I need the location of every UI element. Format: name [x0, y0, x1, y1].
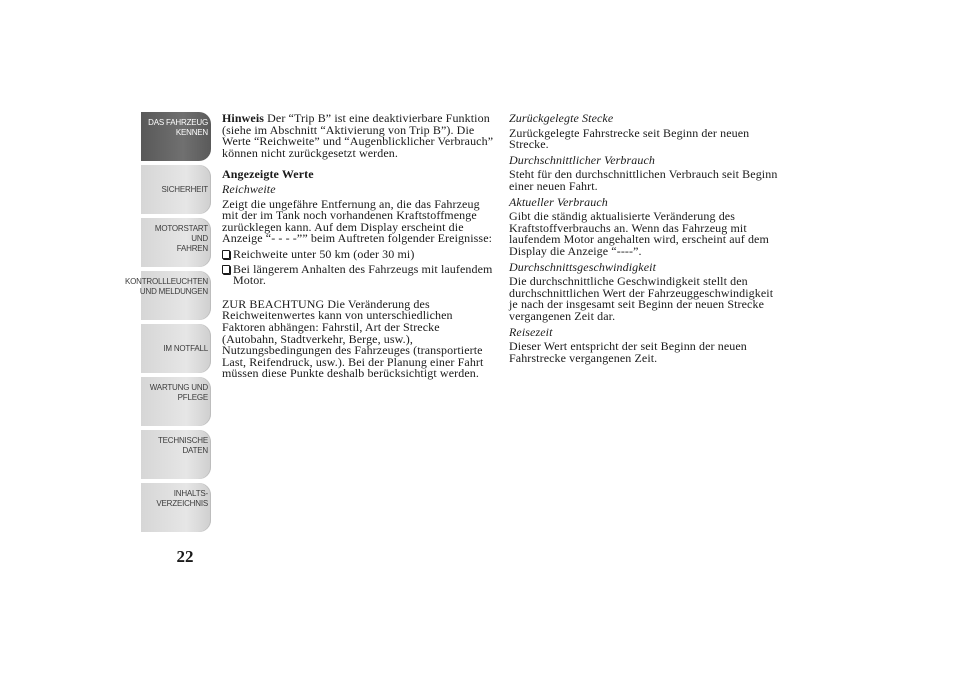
- tab-technische-daten[interactable]: [141, 430, 211, 479]
- item-text-current-consumption: Gibt die ständig aktualisierte Veränderung des Kraftstoffverbrauchs an. Wenn das Fahrzeug mit laufendem Motor angehalten wird, erscheint auf dem Display die Anzeige “----”.: [509, 209, 769, 258]
- range-text: Zeigt die ungefähre Entfernung an, die das Fahrzeug mit der im Tank noch vorhandenen Kraftstoffmenge zurücklegen kann. Auf dem Display erscheint die Anzeige “- - - -”” beim Auftreten folgender Ereignisse:: [222, 196, 493, 246]
- tab-label: MOTORSTART UND FAHREN: [154, 224, 208, 253]
- hint-paragraph: [222, 113, 494, 159]
- bullet-text: Bei längerem Anhalten des Fahrzeugs mit laufendem Motor.: [233, 261, 493, 288]
- item-label-avg-consumption: Durchschnittlicher Verbrauch: [509, 152, 655, 167]
- page-number: 22: [176, 547, 194, 566]
- bullet-item: [222, 246, 494, 261]
- item-label-travel-time: Reisezeit: [509, 324, 553, 339]
- checkbox-bullet-icon: [222, 265, 230, 274]
- tab-motorstart-und-fahren[interactable]: [141, 218, 211, 267]
- item-text-distance: Zurückgelegte Fahrstrecke seit Beginn der neuen Strecke.: [509, 125, 750, 152]
- tab-label: TECHNISCHE DATEN: [157, 436, 208, 455]
- item-label-avg-speed: Durchschnittsgeschwindigkeit: [509, 259, 656, 274]
- tab-inhaltsverzeichnis[interactable]: [141, 483, 211, 532]
- item-label-current-consumption: Aktueller Verbrauch: [509, 194, 608, 209]
- tab-im-notfall[interactable]: [141, 324, 211, 373]
- chapter-tabs: [124, 112, 211, 536]
- tab-label: SICHERHEIT: [161, 184, 208, 194]
- tab-label: KONTROLLLEUCHTEN UND MELDUNGEN: [124, 277, 208, 296]
- hint-text: Der “Trip B” ist eine deaktivierbare Funktion (siehe im Abschnitt “Aktivierung von Trip B”). Die Werte “Reichweite” und “Augenblicklicher Verbrauch” können nicht zurückgesetzt werden.: [222, 111, 494, 160]
- tab-das-fahrzeug-kennen[interactable]: [141, 112, 211, 161]
- tab-label: WARTUNG UND PFLEGE: [149, 383, 208, 402]
- left-column: [222, 113, 494, 384]
- note-paragraph: ZUR BEACHTUNG Die Veränderung des Reichweitenwertes kann von unterschiedlichen Faktoren abhängen: Fahrstil, Art der Strecke (Autobahn, Stadtverkehr, Berge, usw.), Nutzungsbedingungen des Fahrzeuges (transportierte Last, Reifendruck, usw.). Bei der Planung einer Fahrt müssen diese Punkte deshalb berücksichtigt werden.: [222, 296, 484, 381]
- checkbox-bullet-icon: [222, 250, 230, 259]
- bullet-text: Reichweite unter 50 km (oder 30 mi): [233, 246, 415, 261]
- tab-kontrollleuchten[interactable]: [124, 271, 211, 320]
- item-label-distance: Zurückgelegte Stecke: [509, 111, 614, 125]
- item-text-avg-consumption: Steht für den durchschnittlichen Verbrauch seit Beginn einer neuen Fahrt.: [509, 167, 778, 193]
- tab-wartung-und-pflege[interactable]: [141, 377, 211, 426]
- section-heading: Angezeigte Werte: [222, 167, 314, 182]
- range-label: Reichweite: [222, 181, 276, 196]
- bullet-item: [222, 261, 494, 288]
- right-column: [509, 113, 779, 368]
- tab-label: IM NOTFALL: [163, 343, 208, 353]
- item-text-avg-speed: Die durchschnittliche Geschwindigkeit stellt den durchschnittlichen Wert der Fahrzeuggeschwindigkeit je nach der insgesamt seit Beginn der neuen Strecke vergangenen Zeit dar.: [509, 274, 774, 323]
- tab-label: DAS FAHRZEUG KENNEN: [148, 118, 208, 137]
- tab-label: INHALTS- VERZEICHNIS: [156, 489, 208, 508]
- item-text-travel-time: Dieser Wert entspricht der seit Beginn der neuen Fahrstrecke vergangenen Zeit.: [509, 339, 747, 365]
- tab-sicherheit[interactable]: [141, 165, 211, 214]
- hint-label: Hinweis: [222, 111, 265, 125]
